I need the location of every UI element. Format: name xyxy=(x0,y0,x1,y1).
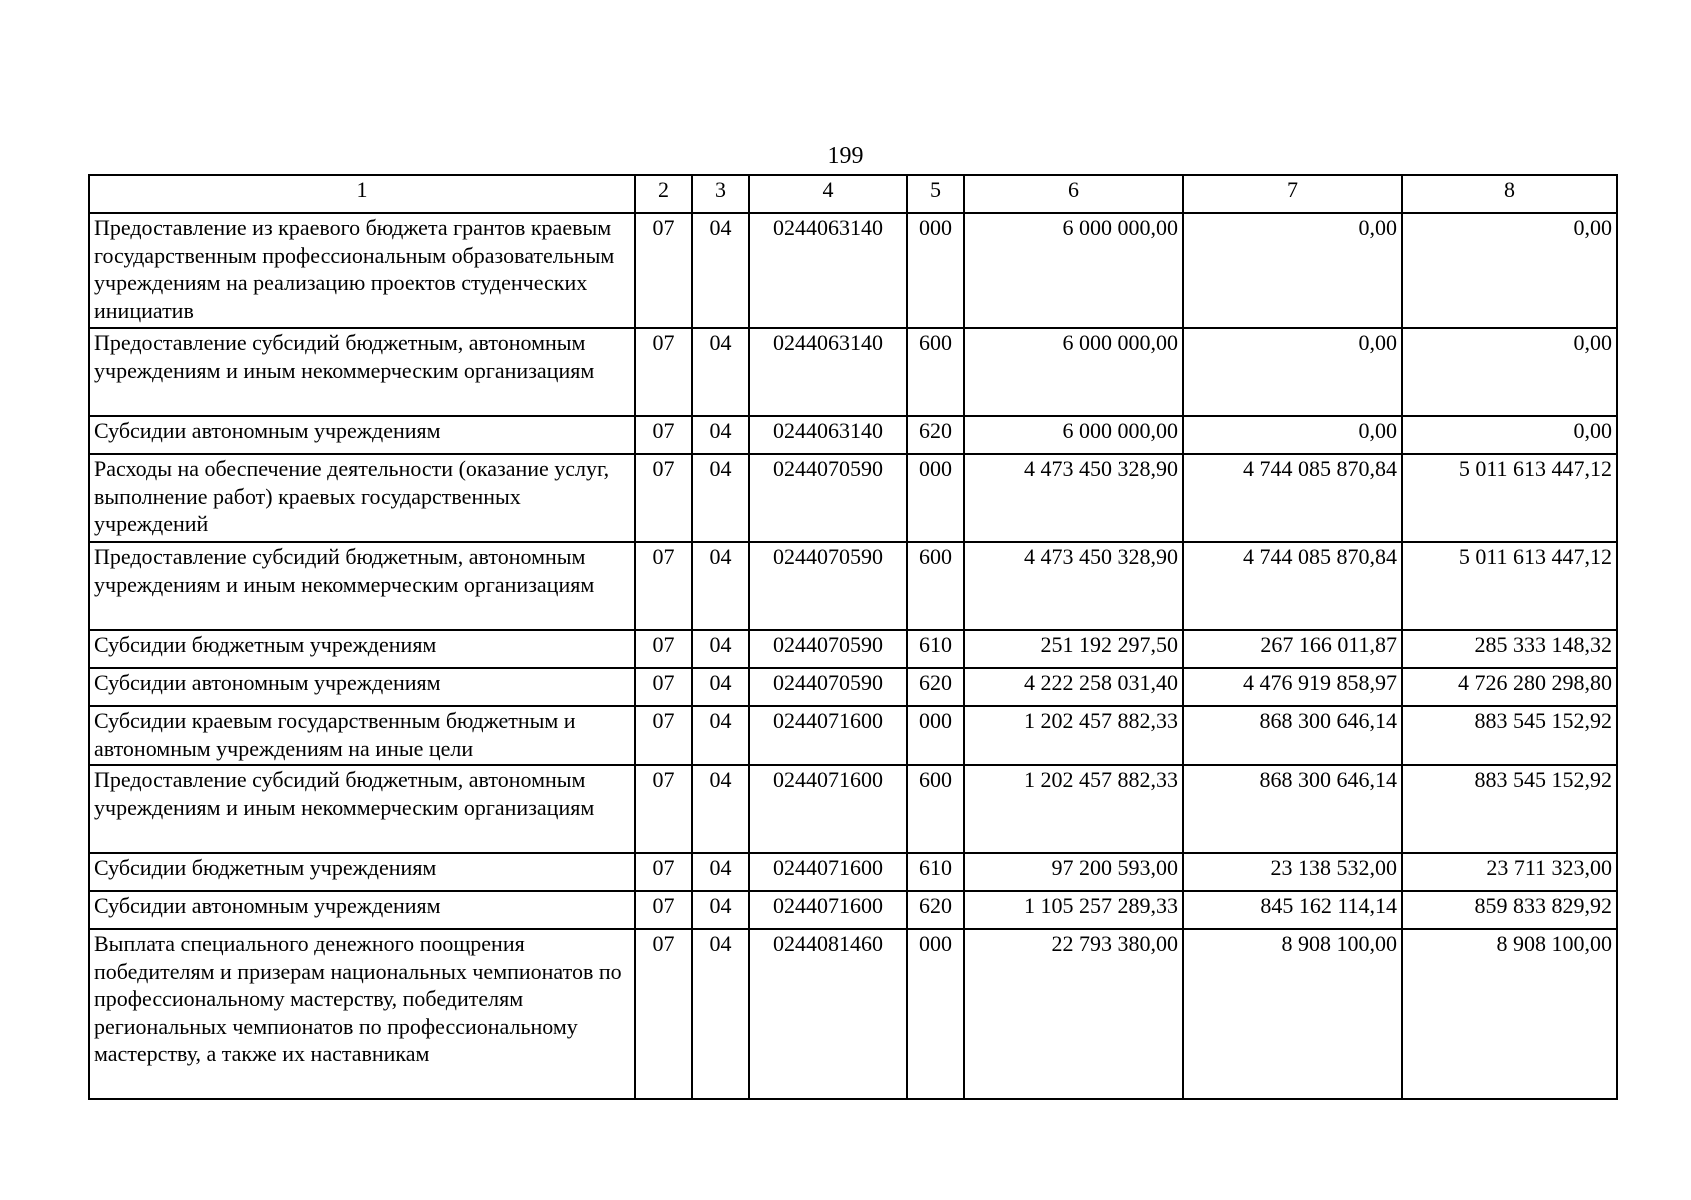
table-row xyxy=(89,853,1617,891)
section-code-cell: 07 xyxy=(635,454,692,542)
budget-table xyxy=(88,174,1618,1100)
target-code-cell: 0244071600 xyxy=(749,765,907,853)
amount-col6-cell: 4 473 450 328,90 xyxy=(964,454,1183,542)
target-code-cell: 0244070590 xyxy=(749,630,907,668)
expense-name-cell: Предоставление субсидий бюджетным, автономным учреждениям и иным некоммерческим организациям xyxy=(89,328,635,416)
expense-name-cell: Субсидии автономным учреждениям xyxy=(89,668,635,706)
amount-col8-cell: 0,00 xyxy=(1402,328,1617,416)
section-code-cell: 07 xyxy=(635,765,692,853)
amount-col8-cell: 859 833 829,92 xyxy=(1402,891,1617,929)
column-header: 1 xyxy=(89,175,635,213)
table-row xyxy=(89,542,1617,630)
expense-name-cell: Выплата специального денежного поощрения победителям и призерам национальных чемпионатов по профессиональному мастерству, победителям региональных чемпионатов по профессиональному мастерству, а также их наставникам xyxy=(89,929,635,1099)
table-row xyxy=(89,630,1617,668)
target-code-cell: 0244063140 xyxy=(749,416,907,454)
amount-col7-cell: 868 300 646,14 xyxy=(1183,706,1402,765)
section-code-cell: 07 xyxy=(635,328,692,416)
subsection-code-cell: 04 xyxy=(692,668,749,706)
target-code-cell: 0244070590 xyxy=(749,668,907,706)
expense-type-cell: 620 xyxy=(907,668,964,706)
table-row xyxy=(89,891,1617,929)
expense-type-cell: 600 xyxy=(907,765,964,853)
subsection-code-cell: 04 xyxy=(692,765,749,853)
section-code-cell: 07 xyxy=(635,213,692,328)
amount-col6-cell: 1 202 457 882,33 xyxy=(964,706,1183,765)
amount-col8-cell: 5 011 613 447,12 xyxy=(1402,454,1617,542)
table-row xyxy=(89,416,1617,454)
amount-col8-cell: 883 545 152,92 xyxy=(1402,706,1617,765)
subsection-code-cell: 04 xyxy=(692,416,749,454)
expense-name-cell: Субсидии бюджетным учреждениям xyxy=(89,630,635,668)
amount-col8-cell: 285 333 148,32 xyxy=(1402,630,1617,668)
expense-name-cell: Предоставление субсидий бюджетным, автономным учреждениям и иным некоммерческим организациям xyxy=(89,765,635,853)
expense-type-cell: 000 xyxy=(907,213,964,328)
expense-type-cell: 620 xyxy=(907,891,964,929)
amount-col7-cell: 8 908 100,00 xyxy=(1183,929,1402,1099)
page-number: 199 xyxy=(827,143,864,169)
amount-col6-cell: 1 105 257 289,33 xyxy=(964,891,1183,929)
amount-col8-cell: 5 011 613 447,12 xyxy=(1402,542,1617,630)
table-row xyxy=(89,454,1617,542)
section-code-cell: 07 xyxy=(635,668,692,706)
amount-col6-cell: 97 200 593,00 xyxy=(964,853,1183,891)
target-code-cell: 0244071600 xyxy=(749,891,907,929)
expense-type-cell: 610 xyxy=(907,630,964,668)
expense-name-cell: Субсидии краевым государственным бюджетным и автономным учреждениям на иные цели xyxy=(89,706,635,765)
amount-col6-cell: 6 000 000,00 xyxy=(964,416,1183,454)
amount-col6-cell: 4 473 450 328,90 xyxy=(964,542,1183,630)
expense-type-cell: 610 xyxy=(907,853,964,891)
subsection-code-cell: 04 xyxy=(692,542,749,630)
header-row xyxy=(89,175,1617,213)
table-row xyxy=(89,213,1617,328)
expense-name-cell: Предоставление субсидий бюджетным, автономным учреждениям и иным некоммерческим организациям xyxy=(89,542,635,630)
column-header: 6 xyxy=(964,175,1183,213)
amount-col8-cell: 8 908 100,00 xyxy=(1402,929,1617,1099)
section-code-cell: 07 xyxy=(635,416,692,454)
section-code-cell: 07 xyxy=(635,929,692,1099)
subsection-code-cell: 04 xyxy=(692,706,749,765)
expense-type-cell: 000 xyxy=(907,706,964,765)
expense-name-cell: Субсидии автономным учреждениям xyxy=(89,891,635,929)
subsection-code-cell: 04 xyxy=(692,454,749,542)
amount-col7-cell: 4 744 085 870,84 xyxy=(1183,542,1402,630)
expense-type-cell: 000 xyxy=(907,929,964,1099)
table-row xyxy=(89,706,1617,765)
amount-col7-cell: 868 300 646,14 xyxy=(1183,765,1402,853)
amount-col7-cell: 0,00 xyxy=(1183,213,1402,328)
section-code-cell: 07 xyxy=(635,542,692,630)
expense-type-cell: 000 xyxy=(907,454,964,542)
subsection-code-cell: 04 xyxy=(692,328,749,416)
section-code-cell: 07 xyxy=(635,853,692,891)
amount-col7-cell: 23 138 532,00 xyxy=(1183,853,1402,891)
column-header: 8 xyxy=(1402,175,1617,213)
table-row xyxy=(89,765,1617,853)
subsection-code-cell: 04 xyxy=(692,630,749,668)
target-code-cell: 0244063140 xyxy=(749,213,907,328)
amount-col6-cell: 1 202 457 882,33 xyxy=(964,765,1183,853)
amount-col7-cell: 845 162 114,14 xyxy=(1183,891,1402,929)
column-header: 3 xyxy=(692,175,749,213)
section-code-cell: 07 xyxy=(635,630,692,668)
subsection-code-cell: 04 xyxy=(692,213,749,328)
section-code-cell: 07 xyxy=(635,706,692,765)
expense-name-cell: Субсидии автономным учреждениям xyxy=(89,416,635,454)
column-header: 5 xyxy=(907,175,964,213)
amount-col7-cell: 267 166 011,87 xyxy=(1183,630,1402,668)
expense-type-cell: 600 xyxy=(907,542,964,630)
subsection-code-cell: 04 xyxy=(692,891,749,929)
amount-col7-cell: 0,00 xyxy=(1183,328,1402,416)
table-row xyxy=(89,929,1617,1099)
amount-col8-cell: 23 711 323,00 xyxy=(1402,853,1617,891)
amount-col8-cell: 0,00 xyxy=(1402,213,1617,328)
amount-col6-cell: 22 793 380,00 xyxy=(964,929,1183,1099)
expense-type-cell: 600 xyxy=(907,328,964,416)
amount-col7-cell: 4 476 919 858,97 xyxy=(1183,668,1402,706)
amount-col6-cell: 4 222 258 031,40 xyxy=(964,668,1183,706)
subsection-code-cell: 04 xyxy=(692,929,749,1099)
target-code-cell: 0244081460 xyxy=(749,929,907,1099)
expense-type-cell: 620 xyxy=(907,416,964,454)
target-code-cell: 0244070590 xyxy=(749,542,907,630)
amount-col6-cell: 6 000 000,00 xyxy=(964,328,1183,416)
column-header: 7 xyxy=(1183,175,1402,213)
subsection-code-cell: 04 xyxy=(692,853,749,891)
column-header: 2 xyxy=(635,175,692,213)
table-row xyxy=(89,328,1617,416)
amount-col6-cell: 251 192 297,50 xyxy=(964,630,1183,668)
column-header: 4 xyxy=(749,175,907,213)
amount-col7-cell: 4 744 085 870,84 xyxy=(1183,454,1402,542)
expense-name-cell: Расходы на обеспечение деятельности (оказание услуг, выполнение работ) краевых государственных учреждений xyxy=(89,454,635,542)
target-code-cell: 0244063140 xyxy=(749,328,907,416)
amount-col8-cell: 883 545 152,92 xyxy=(1402,765,1617,853)
target-code-cell: 0244071600 xyxy=(749,853,907,891)
expense-name-cell: Субсидии бюджетным учреждениям xyxy=(89,853,635,891)
target-code-cell: 0244071600 xyxy=(749,706,907,765)
amount-col8-cell: 4 726 280 298,80 xyxy=(1402,668,1617,706)
amount-col8-cell: 0,00 xyxy=(1402,416,1617,454)
amount-col6-cell: 6 000 000,00 xyxy=(964,213,1183,328)
table-row xyxy=(89,668,1617,706)
amount-col7-cell: 0,00 xyxy=(1183,416,1402,454)
section-code-cell: 07 xyxy=(635,891,692,929)
target-code-cell: 0244070590 xyxy=(749,454,907,542)
expense-name-cell: Предоставление из краевого бюджета грантов краевым государственным профессиональным образовательным учреждениям на реализацию проектов студенческих инициатив xyxy=(89,213,635,328)
